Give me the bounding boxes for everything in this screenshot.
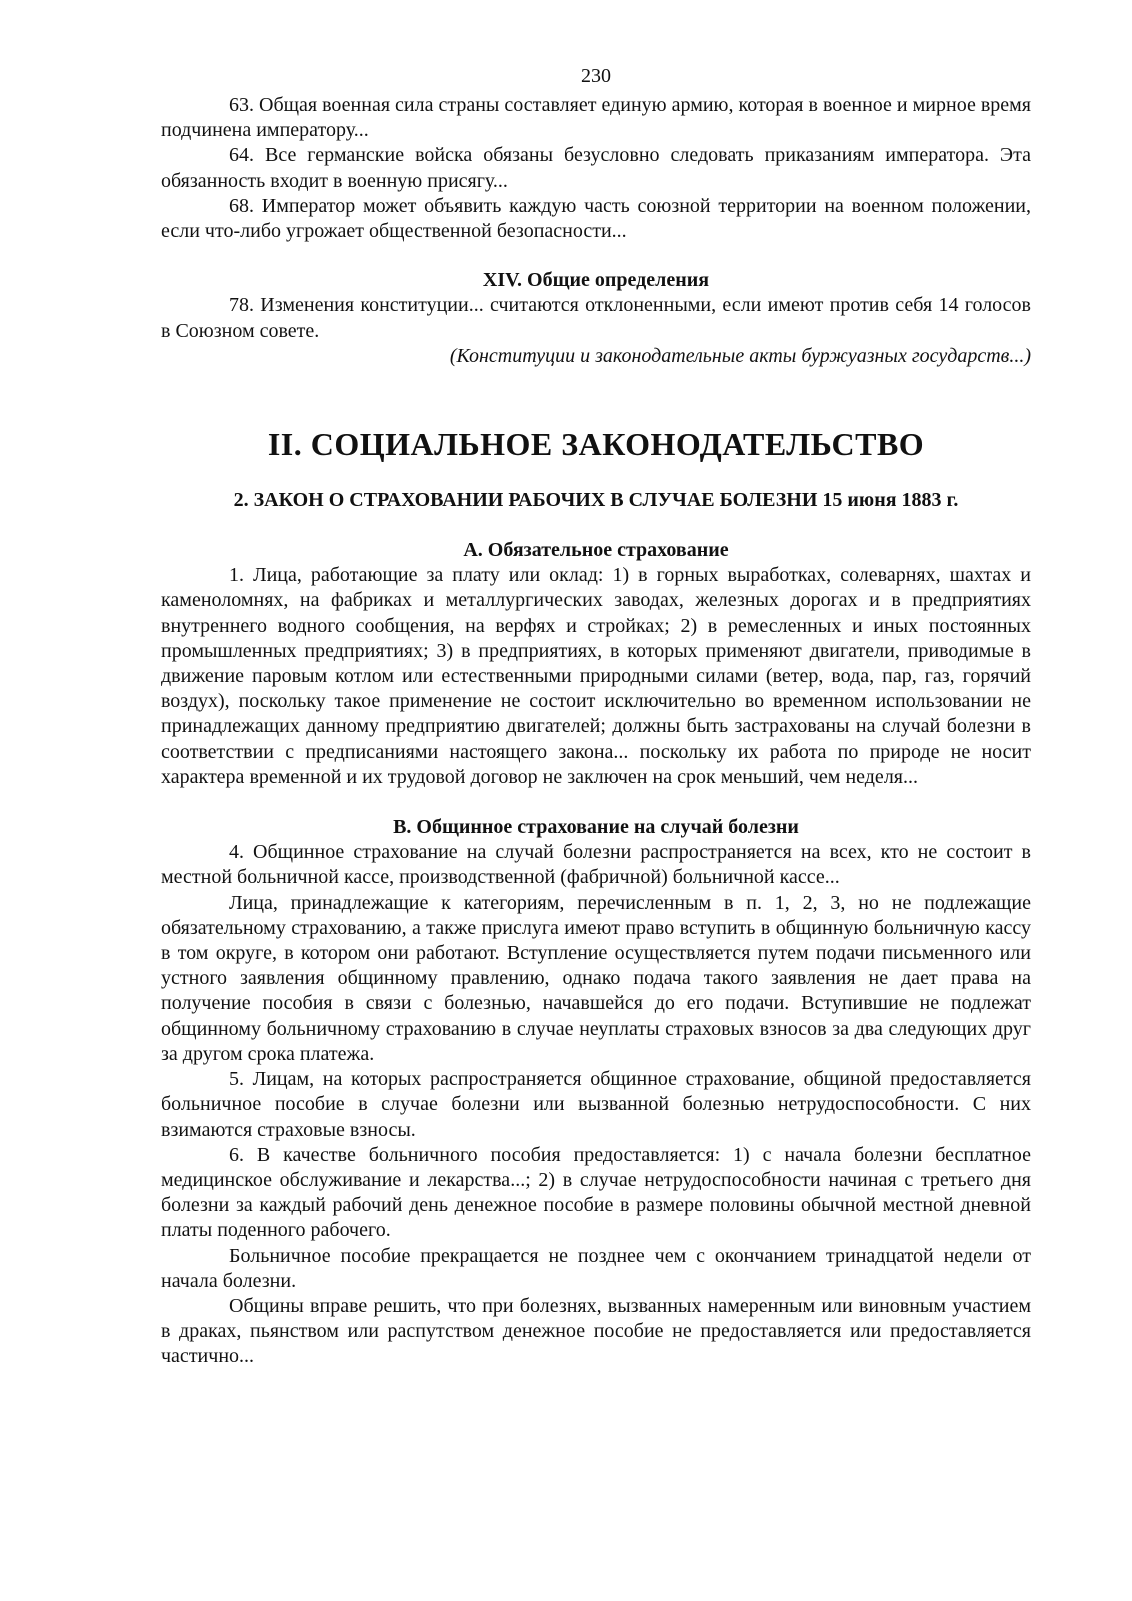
article-64: 64. Все германские войска обязаны безусловно следовать приказаниям императора. Эта обязанность входит в военную присягу... (161, 144, 1031, 192)
article-4-eligibility: Лица, принадлежащие к категориям, перечисленным в п. 1, 2, 3, но не подлежащие обязательному страхованию, а также прислуга имеют право вступить в общинную больничную кассу в том округе, в котором они работают. Вступление осуществляется путем подачи письменного или устного заявления общинному правлению, однако подача такого заявления не дает права на получение пособия в связи с болезнью, начавшейся до его подачи. Вступившие не подлежат общинному больничному страхованию в случае неуплаты страховых взносов за два следующих друг за другом срока платежа. (161, 891, 1031, 1065)
article-4: 4. Общинное страхование на случай болезни распространяется на всех, кто не состоит в местной больничной кассе, производственной (фабричной) больничной кассе... (161, 841, 1031, 889)
article-1: 1. Лица, работающие за плату или оклад: 1) в горных выработках, солеварнях, шахтах и каменоломнях, на фабриках и металлургических заводах, железных дорогах и в предприятиях внутреннего водного сообщения, на верфях и стройках; 2) в ремесленных и иных постоянных промышленных предприятиях; 3) в предприятиях, в которых применяют двигатели, приводимые в движение паровым котлом или естественными природными силами (ветер, вода, пар, газ, горячий воздух), поскольку такое применение не состоит исключительно во временном использовании не принадлежащих данному предприятию двигателей; должны быть застрахованы на случай болезни в соответствии с предписаниями настоящего закона... поскольку их работа по природе не носит характера временной и их трудовой договор не заключен на срок меньший, чем неделя... (161, 564, 1031, 788)
article-6: 6. В качестве больничного пособия предоставляется: 1) с начала болезни бесплатное медицинское обслуживание и лекарства...; 2) в случае нетрудоспособности начиная с третьего дня болезни за каждый рабочий день денежное пособие в размере половины обычной местной дневной платы поденного рабочего. (161, 1143, 1031, 1242)
source-citation: (Конституции и законодательные акты буржуазных государств...) (449, 344, 1031, 367)
section-heading-xiv: XIV. Общие определения (482, 269, 710, 292)
article-63: 63. Общая военная сила страны составляет единую армию, которая в военное и мирное время подчинена императору... (161, 94, 1031, 142)
document-page (161, 64, 1031, 1370)
page-number: 230 (581, 65, 611, 87)
article-78: 78. Изменения конституции... считаются отклоненными, если имеют против себя 14 голосов в Союзном совете. (161, 294, 1031, 342)
article-68: 68. Император может объявить каждую часть союзной территории на военном положении, если что-либо угрожает общественной безопасности... (161, 194, 1031, 243)
part-title: II. СОЦИАЛЬНОЕ ЗАКОНОДАТЕЛЬСТВО (267, 426, 925, 463)
article-6-exclusions: Общины вправе решить, что при болезнях, вызванных намеренным или виновным участием в драках, пьянством или распутством денежное пособие не предоставляется или предоставляется частично... (161, 1294, 1031, 1368)
article-5: 5. Лицам, на которых распространяется общинное страхование, общиной предоставляется больничное пособие в случае болезни или вызванной болезнью нетрудоспособности. С них взимаются страховые взносы. (161, 1068, 1031, 1141)
law-title: 2. ЗАКОН О СТРАХОВАНИИ РАБОЧИХ В СЛУЧАЕ БОЛЕЗНИ 15 июня 1883 г. (233, 489, 959, 512)
section-heading-a: А. Обязательное страхование (463, 539, 729, 562)
article-6-termination: Больничное пособие прекращается не позднее чем с окончанием тринадцатой недели от начала болезни. (161, 1244, 1031, 1292)
section-heading-b: B. Общинное страхование на случай болезни (393, 816, 799, 839)
